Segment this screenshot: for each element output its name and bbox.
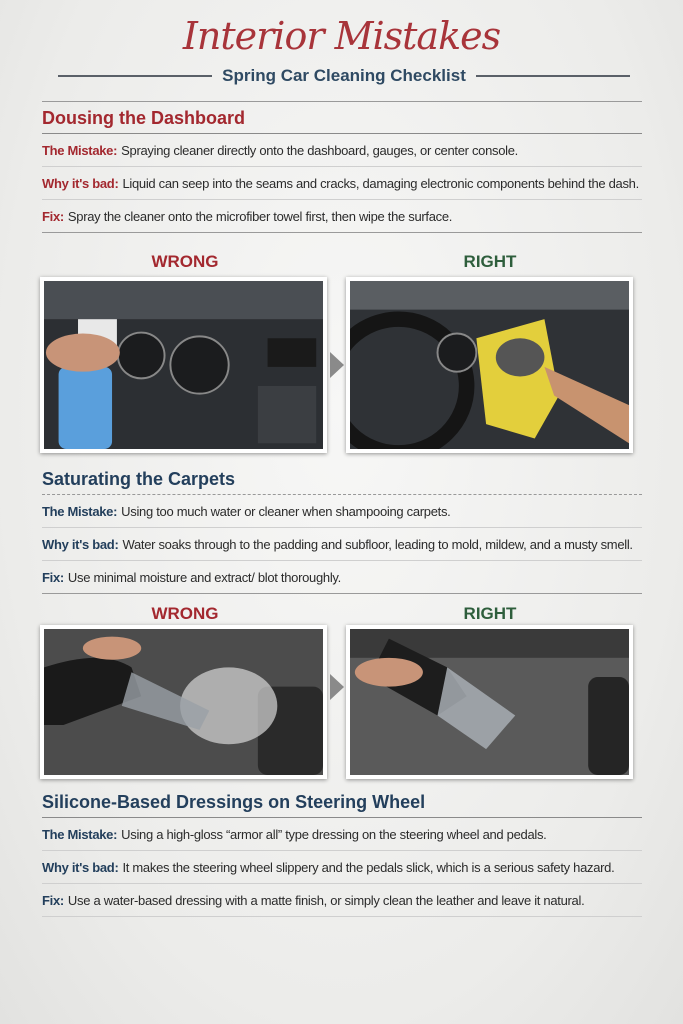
why-row bbox=[42, 851, 642, 884]
fix-row bbox=[42, 561, 642, 594]
why-row bbox=[42, 167, 642, 200]
mistake-row bbox=[42, 134, 642, 167]
section-dashboard bbox=[42, 108, 642, 233]
photo-soaked-carpet bbox=[40, 625, 327, 779]
fix-row bbox=[42, 200, 642, 233]
label: Why it's bad: bbox=[42, 176, 119, 191]
subtitle: Spring Car Cleaning Checklist bbox=[222, 66, 466, 85]
section-heading: Silicone-Based Dressings on Steering Wheel bbox=[42, 792, 642, 818]
photo-spraying-dashboard bbox=[40, 277, 327, 453]
text: Using too much water or cleaner when shampooing carpets. bbox=[121, 504, 451, 519]
photo-wiping-dashboard bbox=[346, 277, 633, 453]
why-row bbox=[42, 528, 642, 561]
arrow-icon bbox=[330, 674, 344, 700]
right-label: RIGHT bbox=[463, 252, 517, 271]
text: Use a water-based dressing with a matte finish, or simply clean the leather and leave it natural. bbox=[67, 893, 585, 908]
label: Why it's bad: bbox=[42, 860, 119, 875]
wrong-label: WRONG bbox=[151, 252, 219, 271]
section-carpets bbox=[42, 469, 642, 594]
photo-extracting-carpet bbox=[346, 625, 633, 779]
divider bbox=[476, 75, 630, 77]
right-label: RIGHT bbox=[463, 604, 517, 623]
text: It makes the steering wheel slippery and the pedals slick, which is a serious safety hazard. bbox=[122, 860, 615, 875]
divider bbox=[58, 75, 212, 77]
mistake-row bbox=[42, 495, 642, 528]
divider bbox=[42, 101, 642, 102]
text: Using a high-gloss “armor all” type dressing on the steering wheel and pedals. bbox=[121, 827, 547, 842]
section-heading: Saturating the Carpets bbox=[42, 469, 642, 495]
label: The Mistake: bbox=[42, 143, 118, 158]
fix-row bbox=[42, 884, 642, 917]
text: Water soaks through to the padding and subfloor, leading to mold, mildew, and a musty smell. bbox=[122, 537, 633, 552]
label: Fix: bbox=[42, 570, 64, 585]
arrow-icon bbox=[330, 352, 344, 378]
label: Fix: bbox=[42, 209, 64, 224]
section-steering-wheel bbox=[42, 792, 642, 917]
text: Spraying cleaner directly onto the dashboard, gauges, or center console. bbox=[121, 143, 518, 158]
subtitle-bar bbox=[58, 66, 630, 86]
section-heading: Dousing the Dashboard bbox=[42, 108, 642, 134]
label: Fix: bbox=[42, 893, 64, 908]
text: Liquid can seep into the seams and cracks, damaging electronic components behind the dash. bbox=[122, 176, 639, 191]
text: Use minimal moisture and extract/ blot thoroughly. bbox=[67, 570, 341, 585]
text: Spray the cleaner onto the microfiber towel first, then wipe the surface. bbox=[67, 209, 453, 224]
label: The Mistake: bbox=[42, 504, 118, 519]
mistake-row bbox=[42, 818, 642, 851]
wrong-label: WRONG bbox=[151, 604, 219, 623]
page-title: Interior Mistakes bbox=[182, 14, 501, 58]
label: Why it's bad: bbox=[42, 537, 119, 552]
label: The Mistake: bbox=[42, 827, 118, 842]
